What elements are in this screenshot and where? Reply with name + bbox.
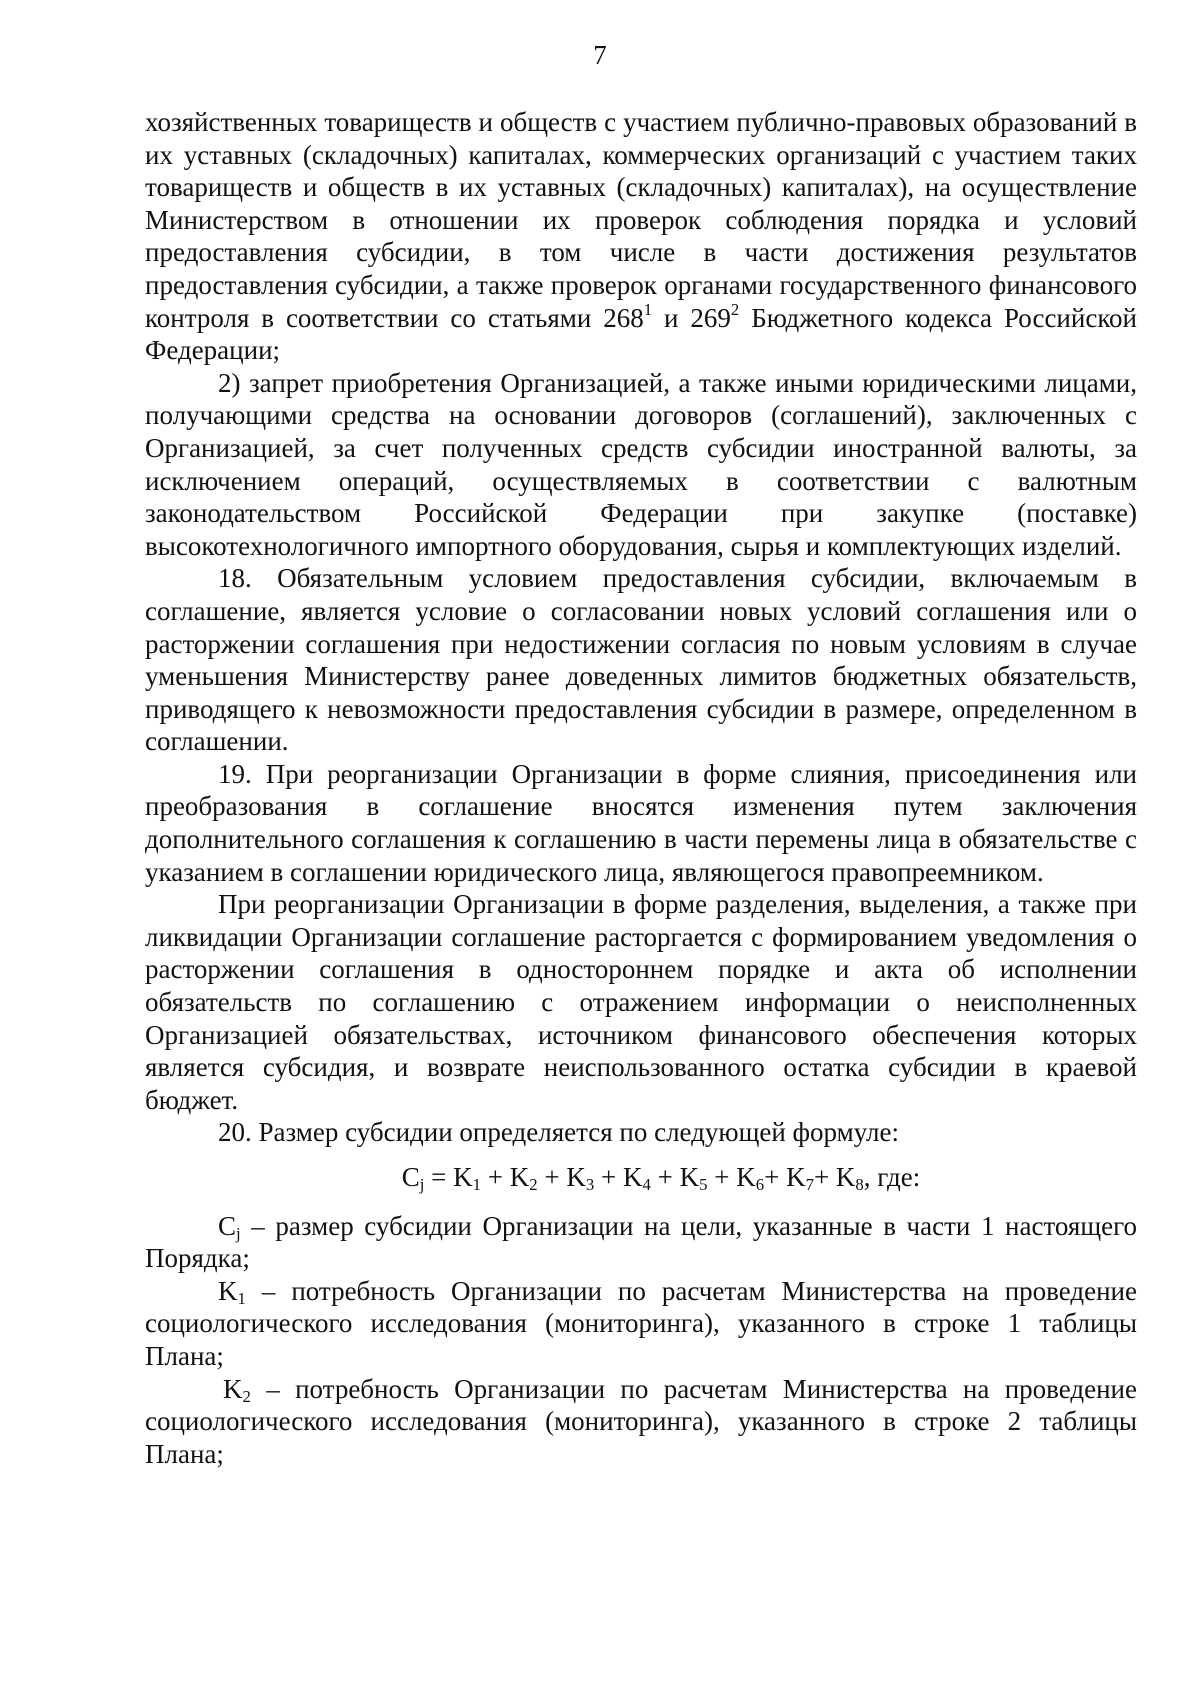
paragraph-item-2: 2) запрет приобретения Организацией, а также иными юридическими лицами, получающими средства на основании договоров (соглашений), заключенных с Организацией, за счет полученных средств субсидии иностранной валюты, за исключением операций, осуществляемых в соответствии с валютным законодательством Российской Федерации при закупке (поставке) высокотехнологичного импортного оборудования, сырья и комплектующих изделий. <box>145 367 1137 561</box>
definition-cj: $C_j$ – размер субсидии Организации на цели, указанные в части 1 настоящего Порядка; <box>145 1210 1137 1274</box>
superscript-269: 2 <box>730 299 740 319</box>
paragraph-continuation <box>145 106 1137 367</box>
paragraph-continuation-text: хозяйственных товариществ и обществ с участием публично-правовых образований в их уставных (складочных) капиталах, коммерческих организаций с участием таких товариществ и обществ в их уставных (складочных) капиталах), на осуществление Министерством в отношении их проверок соблюдения порядка и условий предоставления субсидии, в том числе в части достижения результатов предоставления субсидии, а также проверок органами государственного финансового контроля в соответствии со статьями 268 <box>145 107 1137 333</box>
definition-k1: $K_1$ – потребность Организации по расчетам Министерства на проведение социологического исследования (мониторинга), указанного в строке 1 таблицы Плана; <box>145 1275 1137 1371</box>
paragraph-continuation-end: Бюджетного кодекса Российской Федерации; <box>145 302 1138 366</box>
page-number: 7 <box>593 40 607 70</box>
definition-k2: $K_2$ – потребность Организации по расчетам Министерства на проведение социологического исследования (мониторинга), указанного в строке 2 таблицы Плана; <box>145 1373 1137 1469</box>
document-body <box>145 106 1137 1470</box>
paragraph-19: 19. При реорганизации Организации в форме слияния, присоединения или преобразования в соглашение вносятся изменения путем заключения дополнительного соглашения к соглашению в части перемены лица в обязательстве с указанием в соглашении юридического лица, являющегося правопреемником. <box>145 758 1137 887</box>
superscript-268: 1 <box>643 299 653 319</box>
subsidy-formula: $C_j = K_1 + K_2 + K_3 + K_4 + K_5 + K_6+ K_7+ K_8$, где: <box>401 1162 921 1195</box>
paragraph-19-reorganization: При реорганизации Организации в форме разделения, выделения, а также при ликвидации Организации соглашение расторгается с формированием уведомления о расторжении соглашения в одностороннем порядке и акта об исполнении обязательств по соглашению с отражением информации о неисполненных Организацией обязательствах, источником финансового обеспечения которых является субсидия, и возврате неиспользованного остатка субсидии в краевой бюджет. <box>145 889 1137 1115</box>
paragraph-continuation-between: и 269 <box>652 302 731 333</box>
paragraph-18: 18. Обязательным условием предоставления субсидии, включаемым в соглашение, является условие о согласовании новых условий соглашения или о расторжении соглашения при недостижении согласия по новым условиям в случае уменьшения Министерству ранее доведенных лимитов бюджетных обязательств, приводящего к невозможности предоставления субсидии в размере, определенном в соглашении. <box>145 563 1137 757</box>
paragraph-20: 20. Размер субсидии определяется по следующей формуле: <box>218 1117 899 1148</box>
